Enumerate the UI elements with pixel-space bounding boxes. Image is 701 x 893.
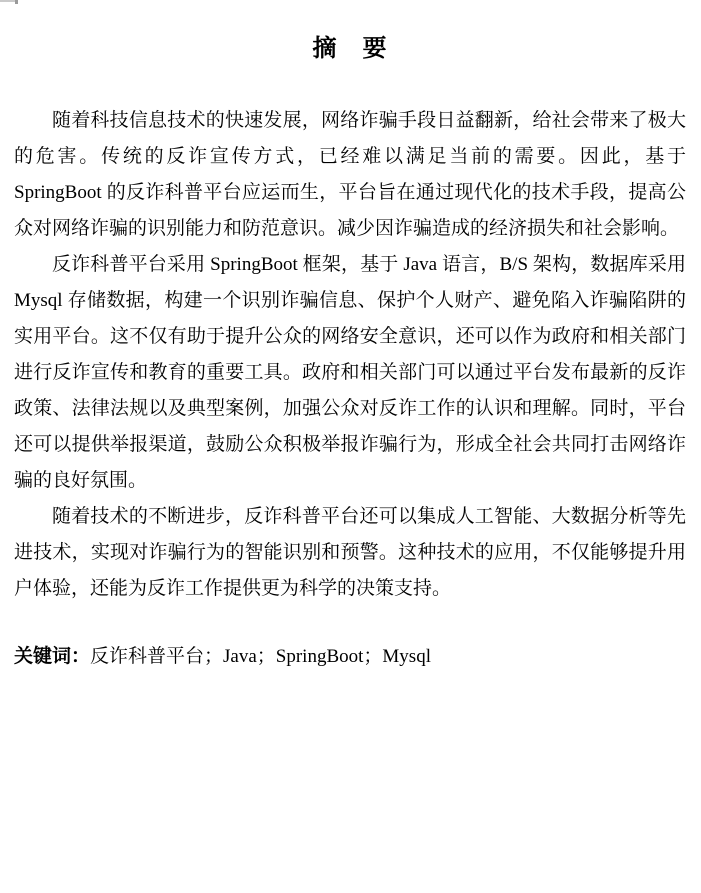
page-edge-artifact-tick bbox=[15, 0, 18, 4]
keywords-line bbox=[14, 639, 686, 675]
abstract-paragraph-3: 随着技术的不断进步，反诈科普平台还可以集成人工智能、大数据分析等先进技术，实现对诈骗行为的智能识别和预警。这种技术的应用，不仅能够提升用户体验，还能为反诈工作提供更为科学的决策支持。 bbox=[14, 506, 686, 599]
abstract-paragraph-1: 随着科技信息技术的快速发展，网络诈骗手段日益翻新，给社会带来了极大的危害。传统的反诈宣传方式，已经难以满足当前的需要。因此，基于 SpringBoot 的反诈科普平台应运而生，平台旨在通过现代化的技术手段，提高公众对网络诈骗的识别能力和防范意识。减少因诈骗造成的经济损失和社会影响。 bbox=[14, 110, 686, 239]
keywords-label: 关键词： bbox=[14, 646, 91, 667]
abstract-body bbox=[14, 103, 686, 607]
keywords-value: 反诈科普平台；Java；SpringBoot；Mysql bbox=[90, 646, 431, 667]
page-edge-artifact bbox=[0, 0, 18, 2]
abstract-title: 摘 要 bbox=[312, 35, 388, 62]
abstract-paragraph-2: 反诈科普平台采用 SpringBoot 框架，基于 Java 语言，B/S 架构，数据库采用 Mysql 存储数据，构建一个识别诈骗信息、保护个人财产、避免陷入诈骗陷阱的实用平台。这不仅有助于提升公众的网络安全意识，还可以作为政府和相关部门进行反诈宣传和教育的重要工具。政府和相关部门可以通过平台发布最新的反诈政策、法律法规以及典型案例，加强公众对反诈工作的认识和理解。同时，平台还可以提供举报渠道，鼓励公众积极举报诈骗行为，形成全社会共同打击网络诈骗的良好氛围。 bbox=[14, 254, 686, 491]
